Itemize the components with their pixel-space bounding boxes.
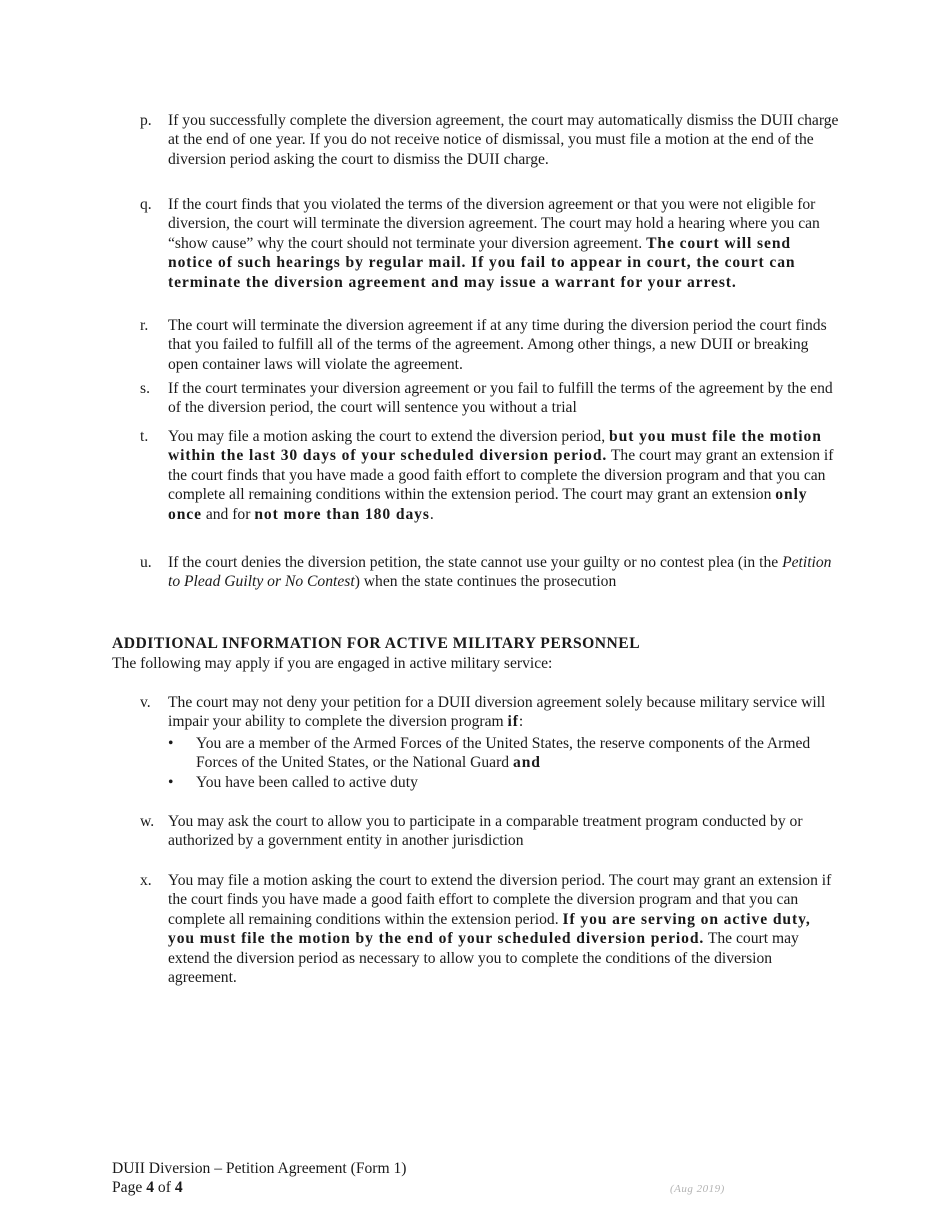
item-text: If you successfully complete the diversion agreement, the court may automatically dismiss the DUII charge at the end of one year. If you do not receive notice of dismissal, you must file a motion at the end of the diversion period asking the court to dismiss the DUII charge. [168, 112, 839, 168]
item-text: The court may not deny your petition for a DUII diversion agreement solely because military service will impair your ability to complete the diversion program if: • You are a member of the Armed Forces of the United States, the reserve components of the Armed Forces of the United States, or the National Guard and • You have been called to active duty [168, 693, 840, 792]
item-letter: v. [140, 694, 151, 711]
footer-form-title: DUII Diversion – Petition Agreement (Form 1) [112, 1160, 407, 1177]
bold-max-days: not more than 180 days [254, 505, 430, 523]
item-letter: q. [140, 196, 152, 213]
item-text: If the court finds that you violated the terms of the diversion agreement or that you were not eligible for diversion, the court will terminate the diversion agreement. The court may hold a hearing where you can “show cause” why the court should not terminate your diversion agreement. The court will send notice of such hearings by regular mail. If you fail to appear in court, the court can terminate the diversion agreement and may issue a warrant for your arrest. [168, 196, 820, 291]
item-text: You may ask the court to allow you to participate in a comparable treatment program conducted by or authorized by a government entity in another jurisdiction [168, 813, 803, 850]
bold-and: and [513, 754, 541, 772]
item-letter: s. [140, 380, 150, 397]
list-item-p [140, 111, 840, 169]
item-letter: u. [140, 554, 152, 571]
bold-warning: The court will send notice of such hearings by regular mail. If you fail to appear in court, the court can terminate the diversion agreement and may issue a warrant for your arrest. [168, 234, 796, 291]
item-text: You may file a motion asking the court to extend the diversion period, but you must file the motion within the last 30 days of your scheduled diversion period. The court may grant an extension if the court finds that you have made a good faith effort to complete the diversion program and that you can complete all remaining conditions within the extension period. The court may grant an extension only once and for not more than 180 days. [168, 428, 834, 523]
bullet-dot-icon: • [168, 734, 174, 752]
list-item-q [140, 195, 840, 292]
item-letter: w. [140, 813, 155, 830]
list-item-x [140, 871, 840, 987]
item-letter: p. [140, 112, 152, 129]
item-text: If the court terminates your diversion agreement or you fail to fulfill the terms of the agreement by the end of the diversion period, the court will sentence you without a trial [168, 380, 833, 417]
bullet-list [168, 734, 840, 792]
list-item-v [140, 693, 840, 792]
section-heading: ADDITIONAL INFORMATION FOR ACTIVE MILITARY PERSONNEL [112, 635, 641, 652]
footer-revision-date: (Aug 2019) [670, 1183, 725, 1195]
form-title-italic: Petition to Plead Guilty or No Contest [168, 554, 832, 591]
footer-page-number: Page 4 of 4 [112, 1179, 183, 1196]
bullet-dot-icon: • [168, 773, 174, 791]
item-letter: x. [140, 872, 152, 889]
bullet-item: • You are a member of the Armed Forces of the United States, the reserve components of the Armed Forces of the United States, or the National Guard and [168, 734, 811, 772]
item-letter: t. [140, 428, 149, 445]
item-text: If the court denies the diversion petition, the state cannot use your guilty or no contest plea (in the Petition to Plead Guilty or No Contest) when the state continues the prosecution [168, 554, 832, 591]
item-text: You may file a motion asking the court to extend the diversion period. The court may grant an extension if the court finds you have made a good faith effort to complete the diversion program and that you can complete all remaining conditions within the extension period. If you are serving on active duty, you must file the motion by the end of your scheduled diversion period. The court may extend the diversion period as necessary to allow you to complete the conditions of the diversion agreement. [168, 872, 832, 987]
list-item-w [140, 812, 840, 851]
bold-active-duty: If you are serving on active duty, you must file the motion by the end of your scheduled diversion period. [168, 910, 811, 948]
list-item-t [140, 427, 840, 524]
bold-deadline: but you must file the motion within the last 30 days of your scheduled diversion period. [168, 428, 822, 465]
bold-if: if [507, 713, 519, 731]
section-intro: The following may apply if you are engaged in active military service: [112, 655, 553, 672]
bullet-item: • You have been called to active duty [168, 773, 418, 791]
list-item-r [140, 316, 840, 374]
list-item-u [140, 553, 840, 592]
item-letter: r. [140, 317, 149, 334]
bold-only-once: only once [168, 486, 808, 523]
item-text: The court will terminate the diversion agreement if at any time during the diversion period the court finds that you failed to fulfill all of the terms of the agreement. Among other things, a new DUII or breaking open container laws will violate the agreement. [168, 317, 827, 373]
list-item-s [140, 379, 840, 418]
